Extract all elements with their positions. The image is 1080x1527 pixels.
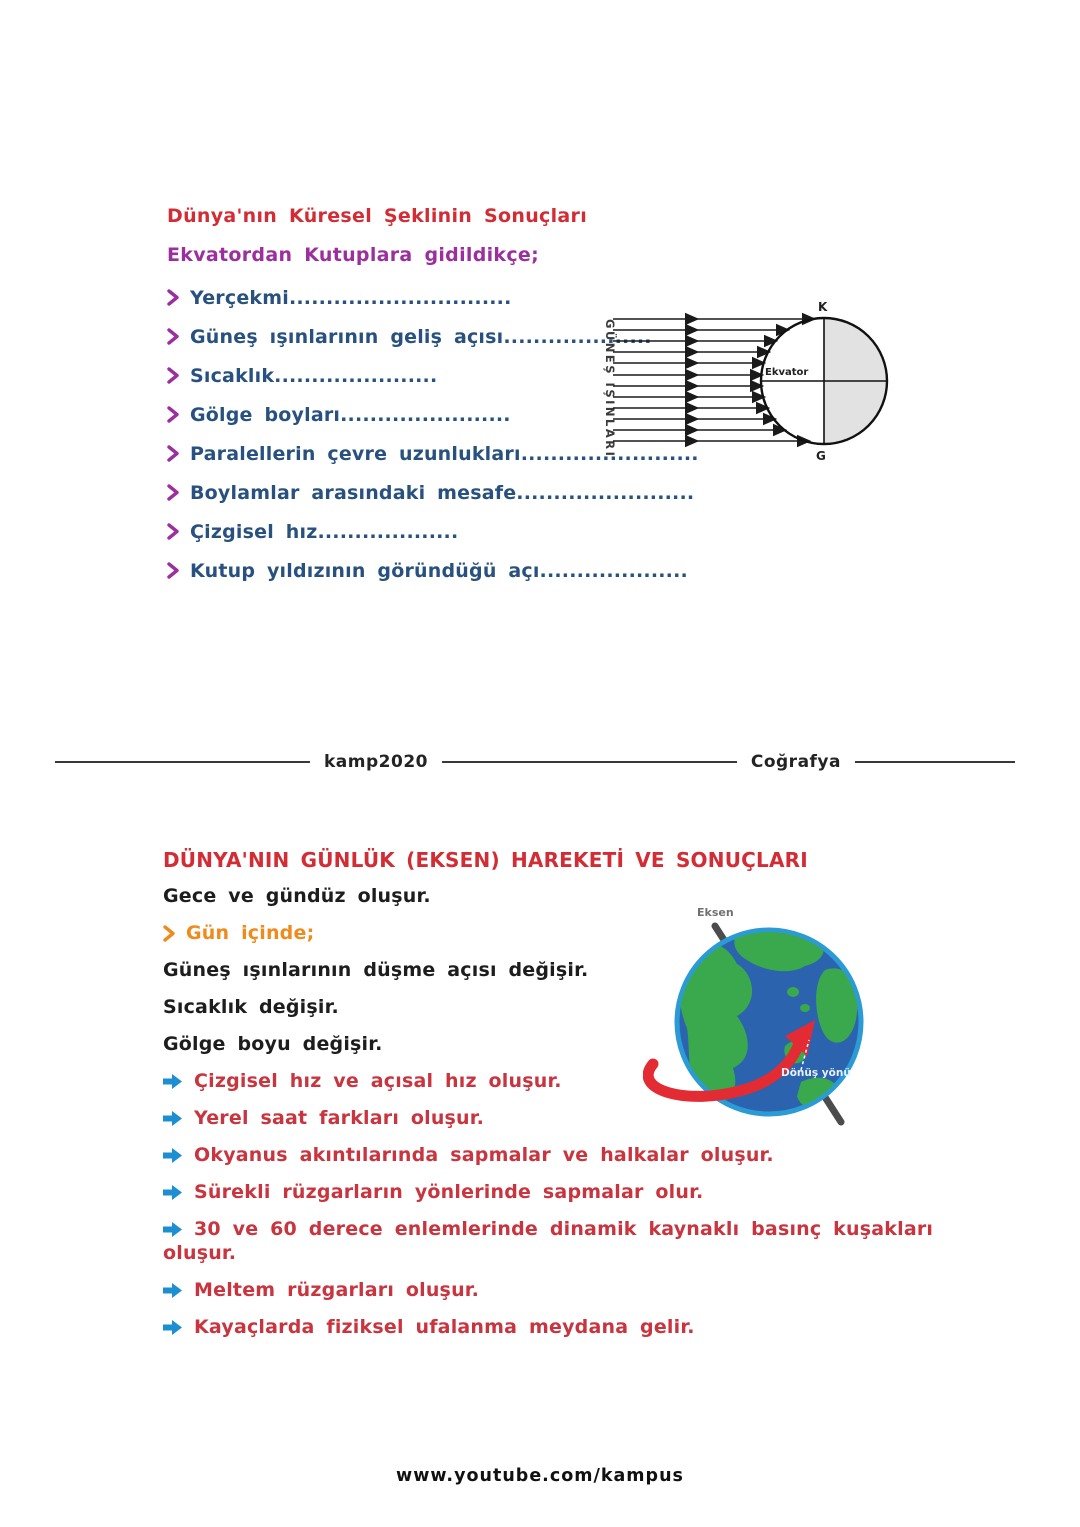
equator-label: Ekvator xyxy=(765,367,809,378)
divider-line xyxy=(442,761,737,763)
divider-line xyxy=(55,761,310,763)
arrow-right-icon xyxy=(163,1320,182,1335)
rotating-earth-illustration xyxy=(643,896,905,1150)
north-pole-label: K xyxy=(818,300,828,314)
list-item xyxy=(167,434,699,473)
arrow-item-label: Kayaçlarda fiziksel ufalanma meydana gelir. xyxy=(194,1316,695,1338)
list-item-label: Yerçekmi.............................. xyxy=(190,286,512,309)
arrow-right-icon xyxy=(163,1111,182,1126)
list-item-label: Kutup yıldızının göründüğü açı.................... xyxy=(190,559,688,582)
section1-subtitle: Ekvatordan Kutuplara gidildikçe; xyxy=(167,244,539,266)
list-item-label: Paralellerin çevre uzunlukları........................ xyxy=(190,442,699,465)
divider-left-label: kamp2020 xyxy=(324,752,428,772)
globe-svg xyxy=(643,896,905,1146)
list-item-label: Sıcaklık...................... xyxy=(190,364,438,387)
arrow-right-icon xyxy=(163,1283,182,1298)
arrow-right-icon xyxy=(163,1148,182,1163)
arrow-item-label: Çizgisel hız ve açısal hız oluşur. xyxy=(194,1070,562,1092)
arrow-item xyxy=(163,1278,963,1302)
chevron-right-icon xyxy=(167,562,179,579)
list-item-label: Gölge boyları....................... xyxy=(190,403,511,426)
list-item xyxy=(167,395,637,434)
plain-item: Sıcaklık değişir. xyxy=(163,996,339,1018)
arrow-item-label: Meltem rüzgarları oluşur. xyxy=(194,1279,480,1301)
chevron-right-icon xyxy=(167,523,179,540)
arrow-right-icon xyxy=(163,1185,182,1200)
chevron-right-icon xyxy=(167,445,179,462)
chevron-right-icon xyxy=(167,484,179,501)
plain-item: Güneş ışınlarının düşme açısı değişir. xyxy=(163,959,589,981)
rotation-direction-label: Dönüş yönü xyxy=(781,1067,851,1079)
sun-rays-illustration xyxy=(588,293,1008,478)
footer-url: www.youtube.com/kampus xyxy=(396,1466,684,1486)
section1-list xyxy=(167,278,699,590)
chevron-right-icon xyxy=(167,367,179,384)
chevron-right-icon xyxy=(163,925,175,942)
arrow-right-icon xyxy=(163,1074,182,1089)
arrow-item xyxy=(163,1315,963,1339)
divider-line xyxy=(855,761,1015,763)
arrow-item-label: Yerel saat farkları oluşur. xyxy=(194,1107,485,1129)
sun-rays xyxy=(613,319,813,441)
section-spherical-shape xyxy=(167,205,699,590)
subheading-label: Gün içinde; xyxy=(186,922,315,944)
arrow-item-label: 30 ve 60 derece enlemlerinde dinamik kaynaklı basınç kuşakları oluşur. xyxy=(163,1218,934,1264)
sun-rays-diagram xyxy=(588,293,1008,482)
chevron-right-icon xyxy=(167,289,179,306)
section1-title: Dünya'nın Küresel Şeklinin Sonuçları xyxy=(167,205,588,227)
arrow-item-label: Sürekli rüzgarların yönlerinde sapmalar olur. xyxy=(194,1181,704,1203)
axis-label: Eksen xyxy=(697,906,734,919)
south-pole-label: G xyxy=(816,449,826,463)
chevron-right-icon xyxy=(167,406,179,423)
chevron-right-icon xyxy=(167,328,179,345)
plain-item: Gölge boyu değişir. xyxy=(163,1033,383,1055)
list-item xyxy=(167,317,652,356)
divider-right-label: Coğrafya xyxy=(750,752,841,772)
list-item-label: Boylamlar arasındaki mesafe........................ xyxy=(190,481,695,504)
section2-title: DÜNYA'NIN GÜNLÜK (EKSEN) HAREKETİ VE SONUÇLARI xyxy=(163,848,808,872)
list-item xyxy=(167,551,688,590)
list-item-label: Güneş ışınlarının geliş açısı.................... xyxy=(190,325,652,348)
page-divider xyxy=(55,752,1015,772)
list-item-label: Çizgisel hız................... xyxy=(190,520,459,543)
arrow-right-icon xyxy=(163,1222,182,1237)
list-item xyxy=(167,278,637,317)
arrow-item xyxy=(163,1217,963,1265)
arrow-item xyxy=(163,1180,963,1204)
intro-text: Gece ve gündüz oluşur. xyxy=(163,885,431,907)
list-item xyxy=(167,356,637,395)
arrow-item-label: Okyanus akıntılarında sapmalar ve halkalar oluşur. xyxy=(194,1144,774,1166)
sun-rays-label: GÜNEŞ IŞINLARI xyxy=(603,319,617,459)
list-item xyxy=(167,473,695,512)
list-item xyxy=(167,512,637,551)
